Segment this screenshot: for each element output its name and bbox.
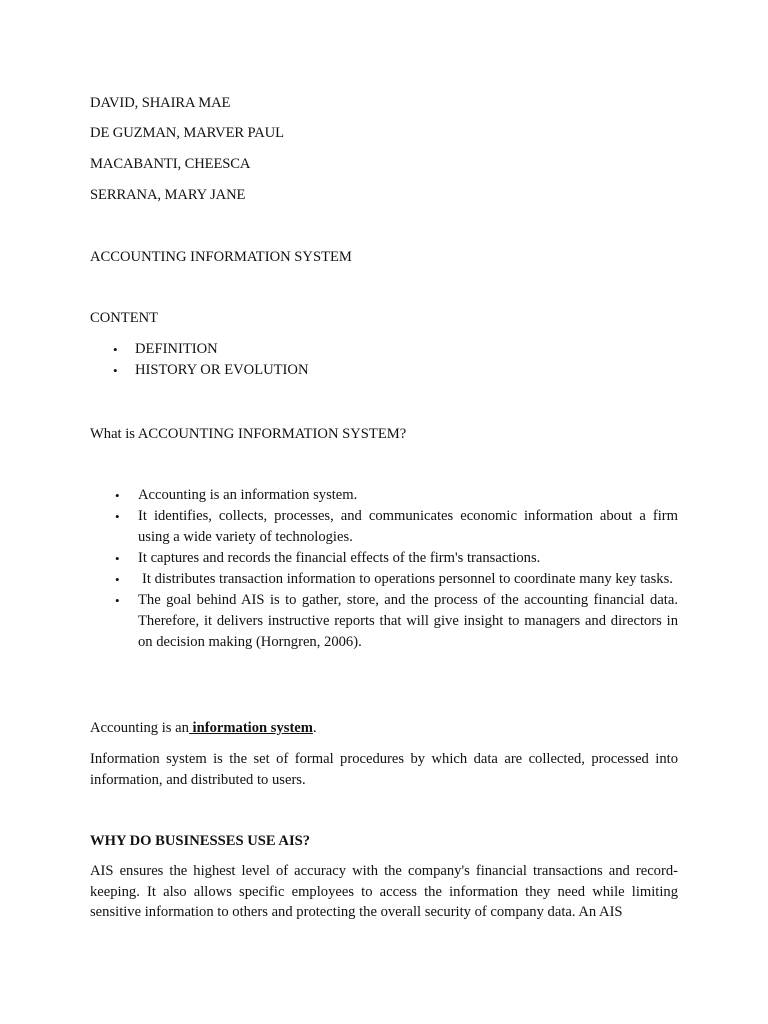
- list-item: [90, 569, 678, 590]
- definition-paragraph: Information system is the set of formal procedures by which data are collected, processed into information, and distributed to users.: [90, 751, 678, 788]
- list-item-text: It distributes transaction information to operations personnel to coordinate many key tasks.: [142, 571, 673, 587]
- bullet-icon: •: [113, 363, 118, 378]
- definition-suffix: .: [312, 720, 317, 736]
- list-item: [90, 548, 678, 569]
- list-item: [90, 360, 678, 381]
- ais-points-list: [90, 485, 678, 653]
- bullet-icon: •: [115, 572, 120, 587]
- section-heading: WHY DO BUSINESSES USE AIS?: [90, 833, 311, 849]
- definition-prefix: Accounting is an: [90, 720, 189, 736]
- author-name: DE GUZMAN, MARVER PAUL: [90, 125, 284, 141]
- bullet-icon: •: [115, 509, 120, 524]
- list-item-text: It identifies, collects, processes, and communicates economic information about a firm using a wide variety of technologies.: [138, 508, 678, 545]
- bullet-icon: •: [113, 342, 118, 357]
- list-item-text: It captures and records the financial effects of the firm's transactions.: [138, 550, 541, 566]
- list-item-text: HISTORY OR EVOLUTION: [135, 362, 309, 378]
- definition-line: [90, 718, 317, 738]
- document-title: ACCOUNTING INFORMATION SYSTEM: [90, 249, 352, 265]
- list-item: [90, 339, 678, 360]
- list-item: [90, 590, 678, 653]
- definition-emphasis: information system: [188, 720, 313, 736]
- bullet-icon: •: [115, 551, 120, 566]
- author-name: MACABANTI, CHEESCA: [90, 156, 251, 172]
- why-paragraph: AIS ensures the highest level of accuracy with the company's financial transactions and record-keeping. It also allows specific employees to access the information they need while limiting sensitive information to others and protecting the overall security of company data. An AIS: [90, 863, 678, 920]
- content-heading: CONTENT: [90, 310, 159, 326]
- content-list: [90, 339, 678, 381]
- list-item-text: Accounting is an information system.: [138, 487, 358, 503]
- section-question: What is ACCOUNTING INFORMATION SYSTEM?: [90, 426, 407, 442]
- list-item-text: The goal behind AIS is to gather, store, and the process of the accounting financial data. Therefore, it delivers instructive reports that will give insight to managers and directors in on decision making (Horngren, 2006).: [138, 592, 678, 650]
- bullet-icon: •: [115, 488, 120, 503]
- author-name: DAVID, SHAIRA MAE: [90, 95, 231, 111]
- bullet-icon: •: [115, 593, 120, 608]
- document-page: [90, 0, 678, 1024]
- list-item: [90, 485, 678, 506]
- author-name: SERRANA, MARY JANE: [90, 187, 246, 203]
- list-item: [90, 506, 678, 548]
- list-item-text: DEFINITION: [135, 341, 218, 357]
